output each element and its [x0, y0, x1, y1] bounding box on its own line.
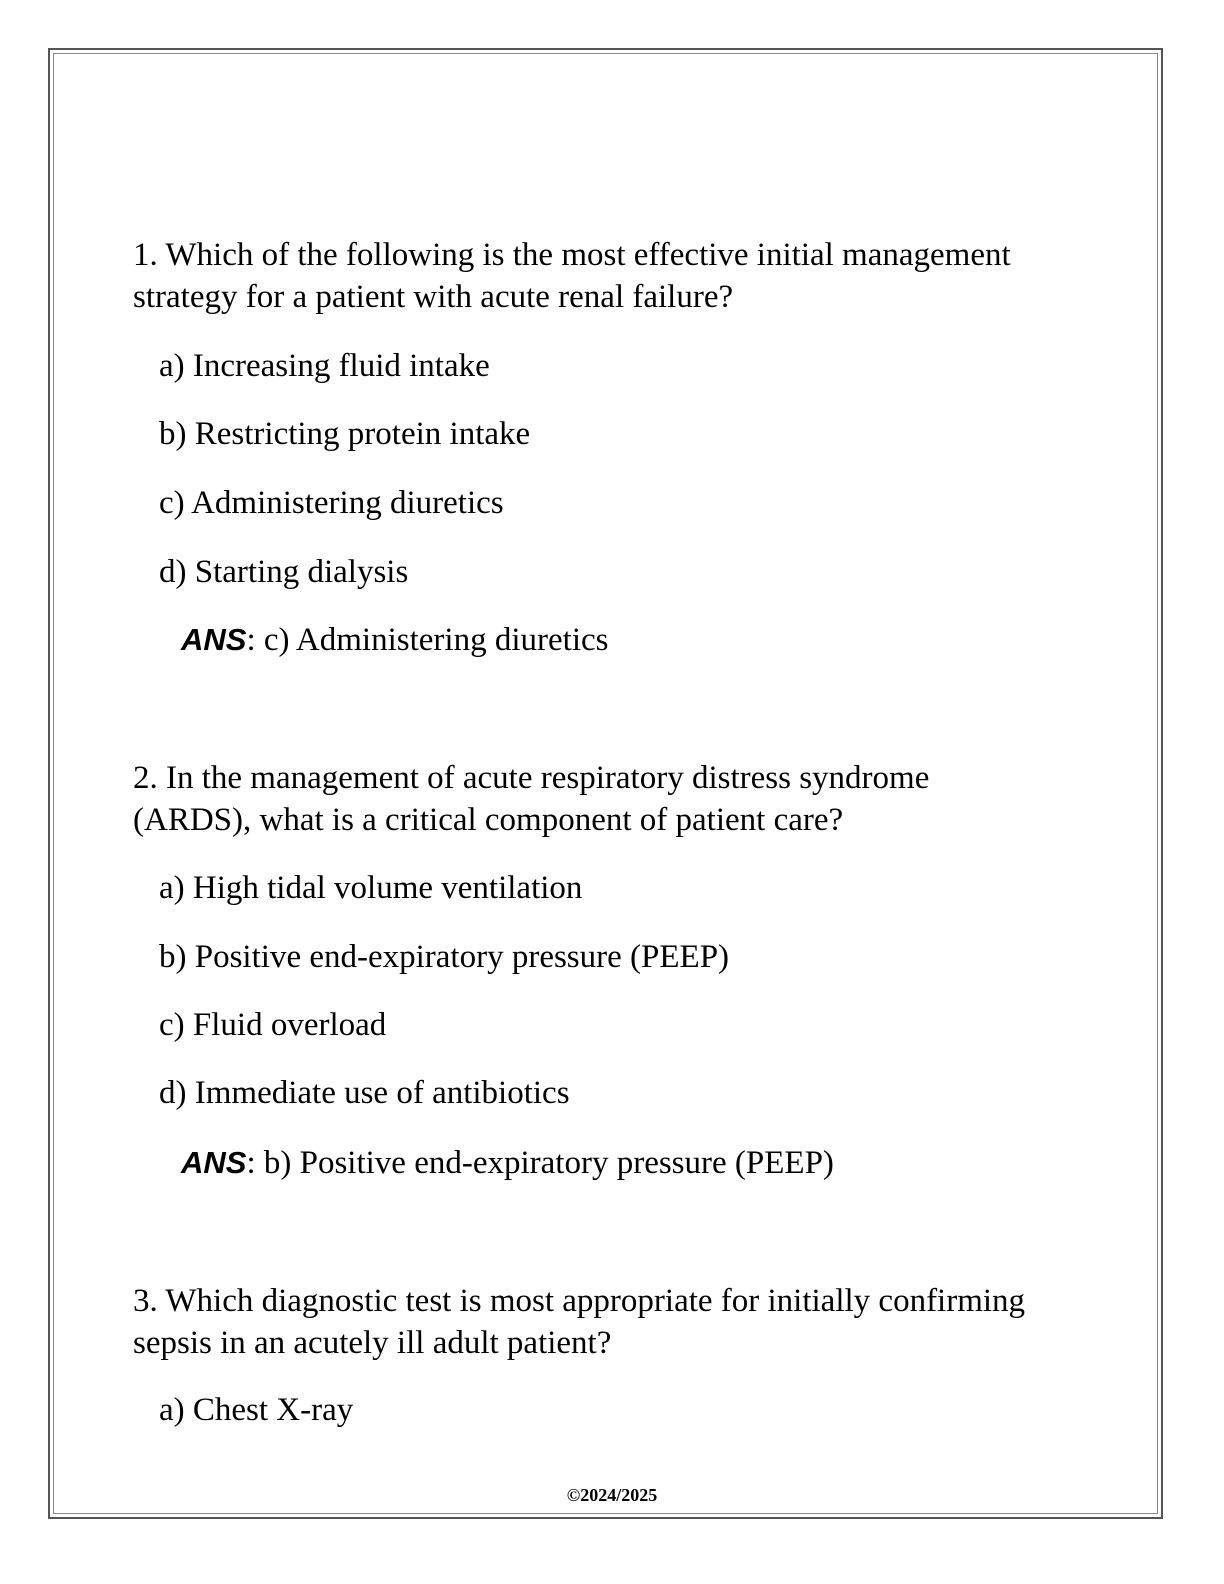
question-1-option-d: d) Starting dialysis — [159, 554, 409, 590]
answer-label: ANS — [181, 622, 247, 657]
question-1-option-b: b) Restricting protein intake — [159, 416, 531, 452]
question-2-answer — [181, 1143, 834, 1183]
answer-text: : c) Administering diuretics — [246, 622, 609, 658]
question-1-text: 1. Which of the following is the most effective initial management strategy for a patient with acute renal failure? — [133, 237, 1011, 315]
question-1-option-a: a) Increasing fluid intake — [159, 348, 490, 384]
question-1-option-c: c) Administering diuretics — [159, 485, 504, 521]
question-2-option-a: a) High tidal volume ventilation — [159, 870, 583, 906]
question-2-option-b: b) Positive end-expiratory pressure (PEEP) — [159, 939, 730, 975]
answer-label: ANS — [181, 1145, 247, 1180]
copyright-footer: ©2024/2025 — [566, 1485, 658, 1505]
question-3-option-a: a) Chest X-ray — [159, 1392, 354, 1428]
answer-text: : b) Positive end-expiratory pressure (PEEP) — [246, 1145, 834, 1181]
question-2-option-d: d) Immediate use of antibiotics — [159, 1075, 570, 1111]
question-3-text: 3. Which diagnostic test is most appropriate for initially confirming sepsis in an acutely ill adult patient? — [133, 1283, 1026, 1361]
question-2-option-c: c) Fluid overload — [159, 1007, 387, 1043]
question-1-answer — [181, 620, 608, 660]
question-2-text: 2. In the management of acute respiratory distress syndrome (ARDS), what is a critical component of patient care? — [133, 760, 930, 838]
